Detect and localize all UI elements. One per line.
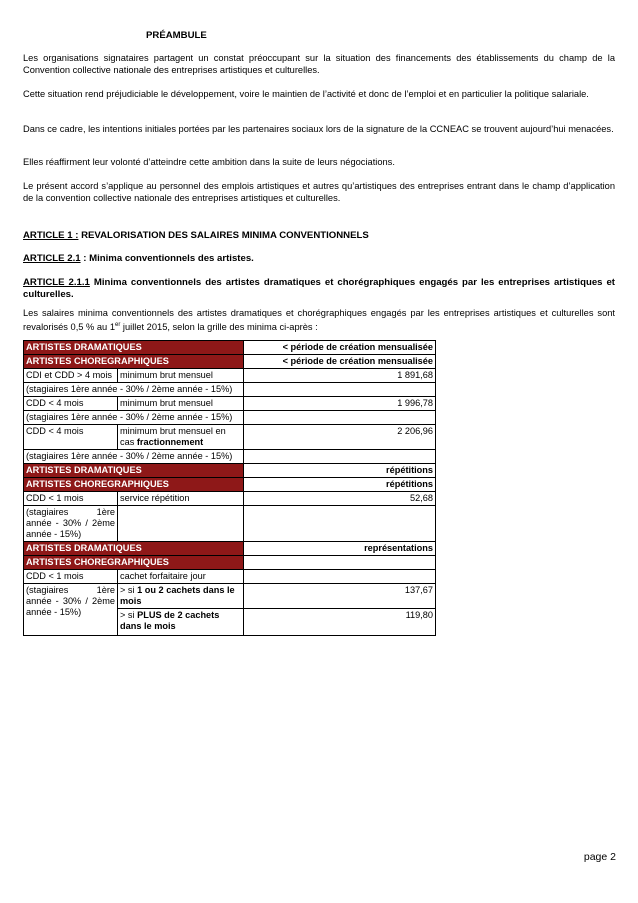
salary-label [118, 609, 244, 636]
stagiaires-note: (stagiaires 1ère année - 30% / 2ème année - 15%) [24, 383, 244, 397]
condition-prefix: > si [120, 610, 138, 620]
header-repetitions: répétitions [244, 464, 436, 478]
article-1-text: REVALORISATION DES SALAIRES MINIMA CONVENTIONNELS [78, 230, 369, 241]
header-artistes-choregraphiques: ARTISTES CHOREGRAPHIQUES [24, 556, 244, 570]
table-header-row [24, 478, 436, 492]
salary-label-bold: fractionnement [136, 437, 204, 447]
condition-prefix: > si [120, 585, 138, 595]
table-row [24, 425, 436, 450]
salary-label: minimum brut mensuel [118, 397, 244, 411]
intro-sup: er [114, 322, 121, 328]
table-row [24, 450, 436, 464]
header-artistes-dramatiques: ARTISTES DRAMATIQUES [24, 341, 244, 355]
stagiaires-note: (stagiaires 1ère année - 30% / 2ème année - 15%) [24, 450, 244, 464]
condition-bold: 1 ou 2 cachets dans le mois [120, 585, 235, 606]
table-row [24, 383, 436, 397]
header-artistes-choregraphiques: ARTISTES CHOREGRAPHIQUES [24, 355, 244, 369]
table-row [24, 492, 436, 506]
salary-label [118, 425, 244, 450]
table-row [24, 584, 436, 609]
header-artistes-choregraphiques: ARTISTES CHOREGRAPHIQUES [24, 478, 244, 492]
table-header-row [24, 464, 436, 478]
paragraph-4: Elles réaffirment leur volonté d’atteindre cette ambition dans la suite de leurs négociations. [23, 157, 395, 167]
salary-label: minimum brut mensuel [118, 369, 244, 383]
salary-label-text: minimum brut mensuel en cas [120, 426, 226, 447]
article-1-label: ARTICLE 1 : [23, 230, 79, 241]
article-2-1-1-text: Minima conventionnels des artistes dramatiques et chorégraphiques engagés par les entreprises artistiques et culturelles. [23, 277, 615, 300]
empty-cell [244, 411, 436, 425]
contract-type: CDD < 1 mois [24, 492, 118, 506]
contract-type: CDD < 4 mois [24, 397, 118, 411]
empty-cell [244, 556, 436, 570]
minima-table [23, 340, 436, 636]
header-representations: représentations [244, 542, 436, 556]
article-2-1-label: ARTICLE 2.1 [23, 253, 81, 264]
paragraph-5: Le présent accord s’applique au personnel des emplois artistiques et autres qu’artistiques des entreprises entrant dans le champ d’application de la convention collective nationale des entreprises artistiques et culturelles. [23, 181, 615, 203]
stagiaires-note: (stagiaires 1ère année - 30% / 2ème année - 15%) [24, 506, 118, 542]
table-row [24, 369, 436, 383]
contract-type: CDI et CDD > 4 mois [24, 369, 118, 383]
empty-cell [118, 506, 244, 542]
salary-label: cachet forfaitaire jour [118, 570, 244, 584]
salary-value: 2 206,96 [244, 425, 436, 450]
article-1-heading [23, 230, 615, 242]
salary-label [118, 584, 244, 609]
contract-type: CDD < 1 mois [24, 570, 118, 584]
table-row [24, 506, 436, 542]
table-row [24, 411, 436, 425]
intro-paragraph [23, 307, 615, 333]
paragraph-3: Dans ce cadre, les intentions initiales portées par les partenaires sociaux lors de la signature de la CCNEAC se trouvent aujourd’hui menacées. [23, 124, 614, 134]
paragraph-1: Les organisations signataires partagent un constat préoccupant sur la situation des financements des établissements du champ de la Convention collective nationale des entreprises artistiques et culturelles. [23, 53, 615, 75]
table-row [24, 570, 436, 584]
salary-value: 1 996,78 [244, 397, 436, 411]
empty-cell [244, 570, 436, 584]
salary-value: 1 891,68 [244, 369, 436, 383]
condition-bold: de 2 cachets [161, 610, 220, 620]
article-2-1-1-label: ARTICLE 2.1.1 [23, 277, 90, 288]
empty-cell [244, 383, 436, 397]
intro-text-after: juillet 2015, selon la grille des minima ci-après : [120, 322, 318, 333]
table-header-row [24, 556, 436, 570]
salary-value: 137,67 [244, 584, 436, 609]
page-title: PRÉAMBULE [146, 30, 207, 41]
article-2-1-text: : Minima conventionnels des artistes. [80, 253, 254, 264]
header-repetitions: répétitions [244, 478, 436, 492]
stagiaires-note: (stagiaires 1ère année - 30% / 2ème année - 15%) [24, 411, 244, 425]
header-periode-creation: < période de création mensualisée [244, 355, 436, 369]
salary-label: service répétition [118, 492, 244, 506]
header-artistes-dramatiques: ARTISTES DRAMATIQUES [24, 464, 244, 478]
contract-type: CDD < 4 mois [24, 425, 118, 450]
empty-cell [244, 506, 436, 542]
header-artistes-dramatiques: ARTISTES DRAMATIQUES [24, 542, 244, 556]
paragraph-2: Cette situation rend préjudiciable le développement, voire le maintien de l’activité et donc de l’emploi et en particulier la politique salariale. [23, 89, 589, 99]
article-2-1-heading [23, 253, 615, 265]
table-header-row [24, 341, 436, 355]
page-number: page 2 [583, 851, 616, 863]
header-periode-creation: < période de création mensualisée [244, 341, 436, 355]
salary-value: 52,68 [244, 492, 436, 506]
table-header-row [24, 542, 436, 556]
table-header-row [24, 355, 436, 369]
salary-value: 119,80 [244, 609, 436, 636]
table-row [24, 397, 436, 411]
condition-bold: dans le mois [120, 621, 176, 631]
stagiaires-note: (stagiaires 1ère année - 30% / 2ème année - 15%) [24, 584, 118, 636]
empty-cell [244, 450, 436, 464]
intro-text-before: Les salaires minima conventionnels des artistes dramatiques et chorégraphiques engagés par les entreprises artistiques et culturelles sont revalorisés 0,5 % au 1 [23, 308, 615, 333]
article-2-1-1-heading [23, 277, 615, 301]
condition-bold: PLUS [137, 610, 162, 620]
